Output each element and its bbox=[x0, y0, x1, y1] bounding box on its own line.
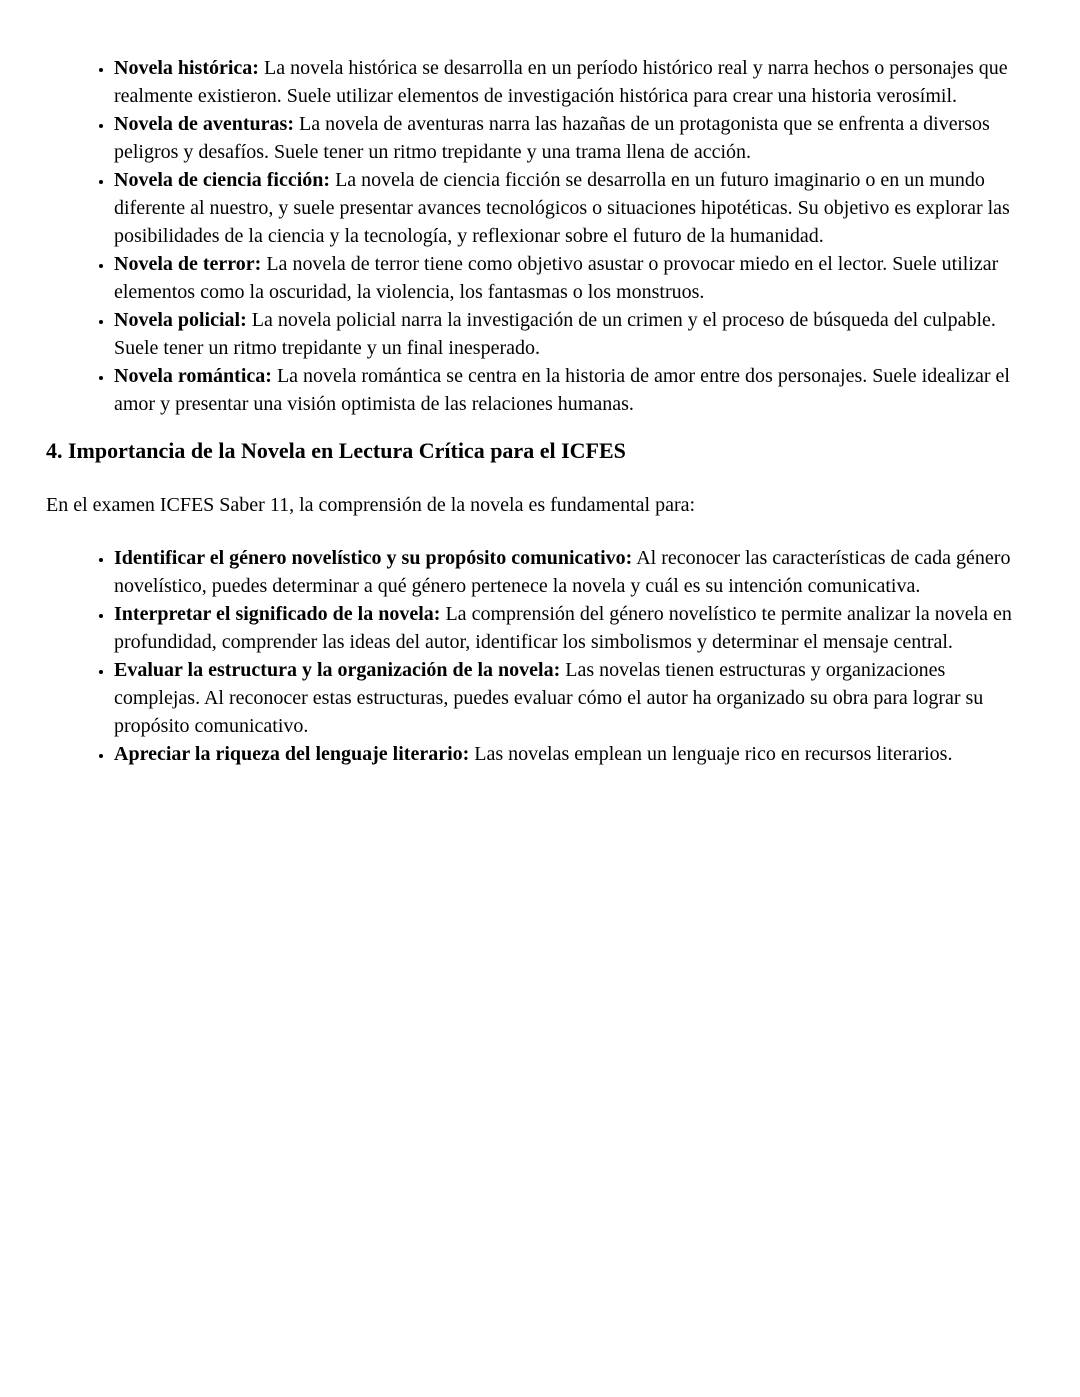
genre-description: La novela de aventuras narra las hazañas de un protagonista que se enfrenta a diversos peligros y desafíos. Suele tener un ritmo trepidante y una trama llena de acción. bbox=[114, 113, 990, 163]
importance-item bbox=[114, 600, 1016, 656]
genre-item bbox=[114, 250, 1016, 306]
genre-item bbox=[114, 306, 1016, 362]
importance-item bbox=[114, 740, 1016, 768]
novel-genres-list bbox=[46, 54, 1016, 418]
importance-term: Apreciar la riqueza del lenguaje literario: bbox=[114, 743, 470, 765]
intro-paragraph: En el examen ICFES Saber 11, la comprensión de la novela es fundamental para: bbox=[46, 494, 696, 516]
genre-item bbox=[114, 362, 1016, 418]
genre-term: Novela de terror: bbox=[114, 253, 262, 275]
genre-item bbox=[114, 166, 1016, 250]
genre-description: La novela policial narra la investigación de un crimen y el proceso de búsqueda del culpable. Suele tener un ritmo trepidante y un final inesperado. bbox=[114, 309, 996, 359]
importance-item bbox=[114, 656, 1016, 740]
importance-description: Las novelas tienen estructuras y organizaciones complejas. Al reconocer estas estructuras, puedes evaluar cómo el autor ha organizado su obra para lograr su propósito comunicativo. bbox=[114, 659, 984, 737]
genre-term: Novela policial: bbox=[114, 309, 247, 331]
importance-description: La comprensión del género novelístico te permite analizar la novela en profundidad, comprender las ideas del autor, identificar los simbolismos y determinar el mensaje central. bbox=[114, 603, 1012, 653]
genre-term: Novela romántica: bbox=[114, 365, 272, 387]
importance-term: Identificar el género novelístico y su propósito comunicativo: bbox=[114, 547, 633, 569]
importance-item bbox=[114, 544, 1016, 600]
importance-description: Las novelas emplean un lenguaje rico en recursos literarios. bbox=[474, 743, 953, 765]
genre-term: Novela de ciencia ficción: bbox=[114, 169, 331, 191]
importance-description: Al reconocer las características de cada género novelístico, puedes determinar a qué género pertenece la novela y cuál es su intención comunicativa. bbox=[114, 547, 1011, 597]
genre-term: Novela histórica: bbox=[114, 57, 259, 79]
importance-term: Interpretar el significado de la novela: bbox=[114, 603, 441, 625]
genre-term: Novela de aventuras: bbox=[114, 113, 294, 135]
genre-item bbox=[114, 54, 1016, 110]
genre-description: La novela histórica se desarrolla en un período histórico real y narra hechos o personajes que realmente existieron. Suele utilizar elementos de investigación histórica para crear una historia verosímil. bbox=[114, 57, 1008, 107]
importance-term: Evaluar la estructura y la organización de la novela: bbox=[114, 659, 561, 681]
genre-description: La novela de terror tiene como objetivo asustar o provocar miedo en el lector. Suele utilizar elementos como la oscuridad, la violencia, los fantasmas o los monstruos. bbox=[114, 253, 999, 303]
section-heading: 4. Importancia de la Novela en Lectura Crítica para el ICFES bbox=[46, 438, 626, 463]
genre-description: La novela romántica se centra en la historia de amor entre dos personajes. Suele idealizar el amor y presentar una visión optimista de las relaciones humanas. bbox=[114, 365, 1010, 415]
genre-description: La novela de ciencia ficción se desarrolla en un futuro imaginario o en un mundo diferente al nuestro, y suele presentar avances tecnológicos o situaciones hipotéticas. Su objetivo es explorar las posibilidades de la ciencia y la tecnología, y reflexionar sobre el futuro de la humanidad. bbox=[114, 169, 1010, 247]
importance-list bbox=[46, 544, 1016, 768]
genre-item bbox=[114, 110, 1016, 166]
